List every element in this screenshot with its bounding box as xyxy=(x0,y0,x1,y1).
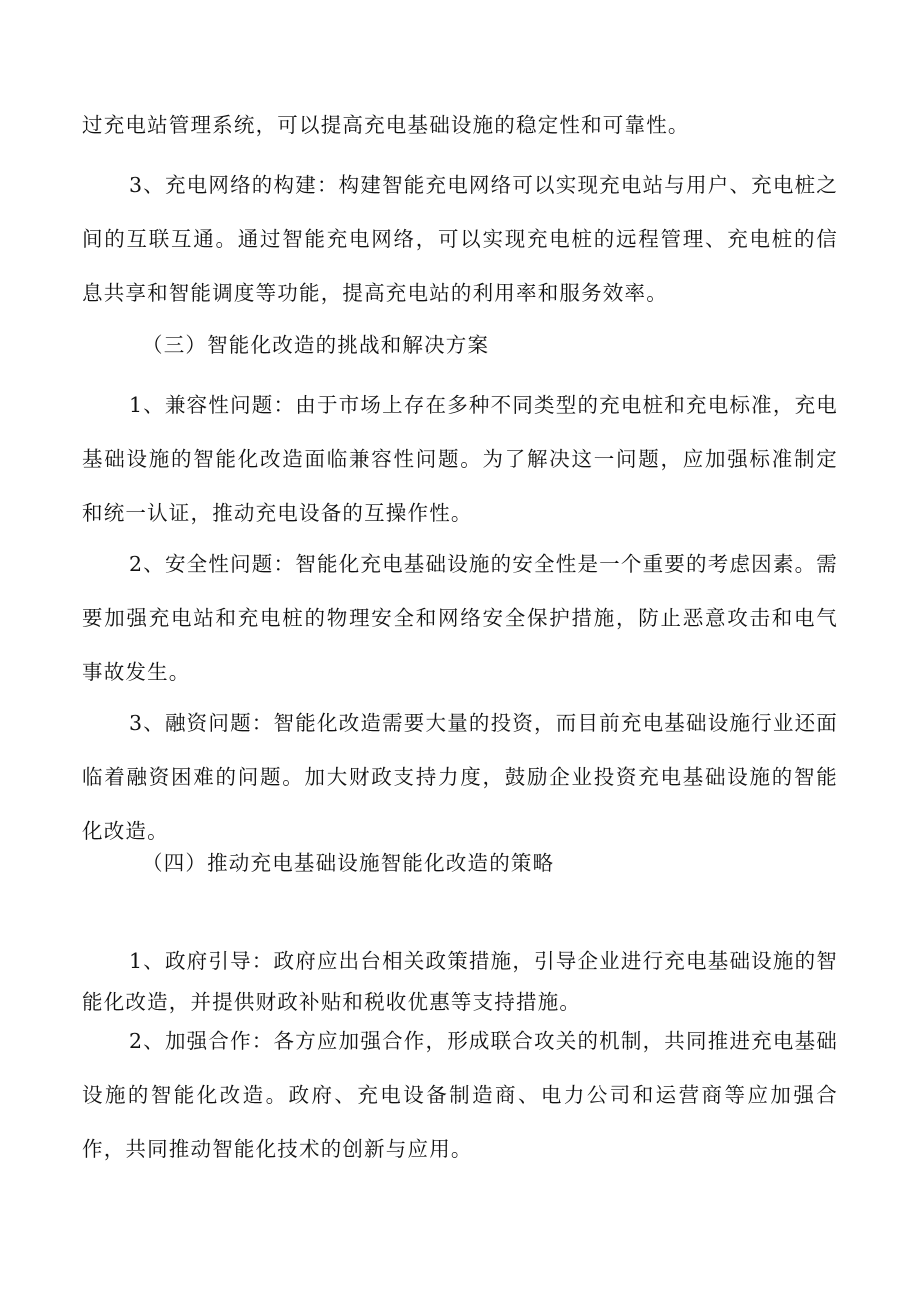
paragraph-cooperation: 2、加强合作：各方应加强合作，形成联合攻关的机制，共同推进充电基础设施的智能化改造。政府、充电设备制造商、电力公司和运营商等应加强合作，共同推动智能化技术的创新与应用。 xyxy=(82,1029,838,1161)
section-heading-strategies: （四）推动充电基础设施智能化改造的策略 xyxy=(142,851,555,875)
paragraph-charging-network: 3、充电网络的构建：构建智能充电网络可以实现充电站与用户、充电桩之间的互联互通。通过智能充电网络，可以实现充电桩的远程管理、充电桩的信息共享和智能调度等功能，提高充电站的利用率和服务效率。 xyxy=(82,173,838,305)
paragraph-compatibility: 1、兼容性问题：由于市场上存在多种不同类型的充电桩和充电标准，充电基础设施的智能化改造面临兼容性问题。为了解决这一问题，应加强标准制定和统一认证，推动充电设备的互操作性。 xyxy=(82,393,838,525)
paragraph-financing: 3、融资问题：智能化改造需要大量的投资，而目前充电基础设施行业还面临着融资困难的问题。加大财政支持力度，鼓励企业投资充电基础设施的智能化改造。 xyxy=(82,711,838,843)
section-heading-challenges: （三）智能化改造的挑战和解决方案 xyxy=(142,333,490,357)
paragraph-intro: 过充电站管理系统，可以提高充电基础设施的稳定性和可靠性。 xyxy=(82,113,690,137)
paragraph-safety: 2、安全性问题：智能化充电基础设施的安全性是一个重要的考虑因素。需要加强充电站和充电桩的物理安全和网络安全保护措施，防止恶意攻击和电气事故发生。 xyxy=(82,552,838,684)
paragraph-government-guidance: 1、政府引导：政府应出台相关政策措施，引导企业进行充电基础设施的智能化改造，并提供财政补贴和税收优惠等支持措施。 xyxy=(82,949,838,1014)
